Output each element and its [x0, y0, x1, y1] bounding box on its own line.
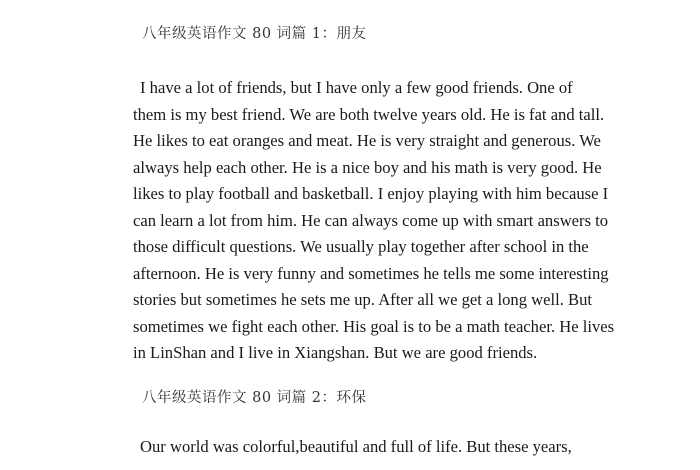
essay-1-line: likes to play football and basketball. I enjoy playing with him because I	[133, 184, 609, 203]
essay-1-line: I have a lot of friends, but I have only a few good friends. One of	[140, 78, 573, 97]
essay-1-line: in LinShan and I live in Xiangshan. But we are good friends.	[133, 343, 538, 362]
essay-2-paragraph	[133, 434, 573, 461]
essay-1-line: stories but sometimes he sets me up. After all we get a long well. But	[133, 290, 593, 309]
essay-1-line: them is my best friend. We are both twelve years old. He is fat and tall.	[133, 104, 605, 124]
essay-1-line: those difficult questions. We usually play together after school in the	[133, 237, 589, 256]
essay-1-paragraph	[133, 75, 615, 367]
essay-2-heading: 八年级英语作文 80 词篇 2：环保	[142, 390, 367, 406]
essay-2-line: Our world was colorful,beautiful and full of life. But these years,	[140, 437, 572, 456]
essay-1-line: He likes to eat oranges and meat. He is very straight and generous. We	[133, 131, 601, 150]
essay-1-line: can learn a lot from him. He can always come up with smart answers to	[133, 210, 609, 230]
essay-1-heading: 八年级英语作文 80 词篇 1：朋友	[142, 26, 367, 42]
essay-1-line: sometimes we fight each other. His goal is to be a math teacher. He lives	[133, 316, 615, 336]
essay-1-line: always help each other. He is a nice boy and his math is very good. He	[133, 157, 602, 177]
essay-1-line: afternoon. He is very funny and sometimes he tells me some interesting	[133, 263, 609, 283]
